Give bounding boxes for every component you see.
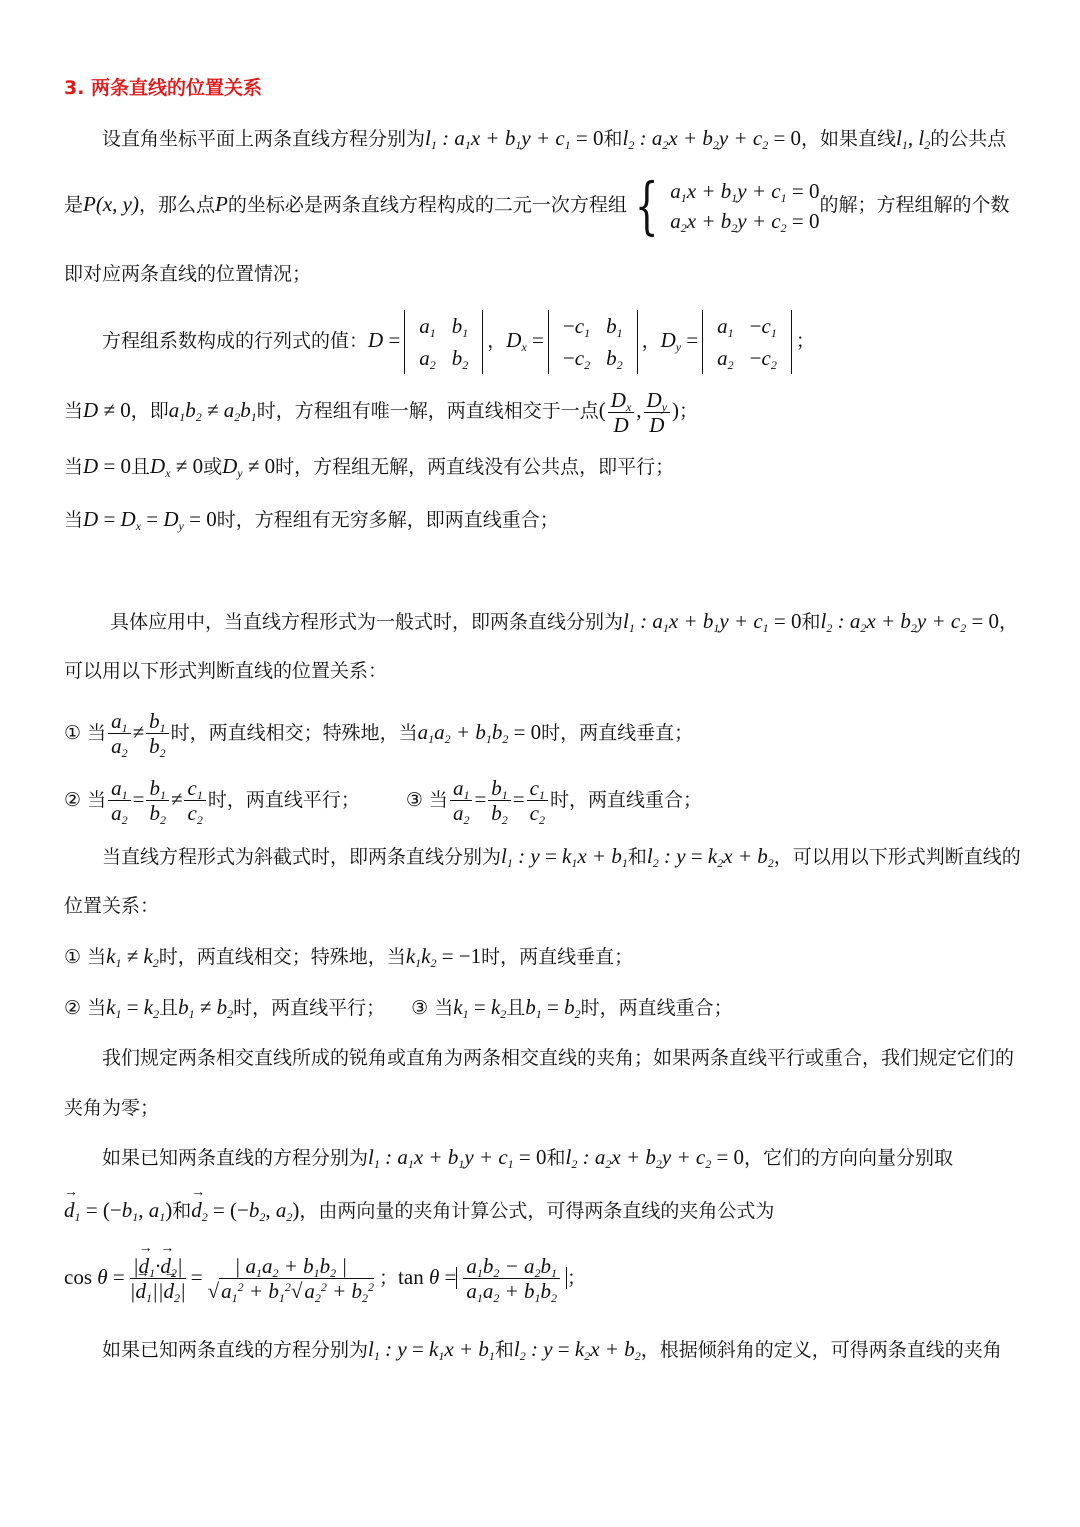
cos-label: cos θ = [64, 1265, 125, 1289]
det-dy-label: $D_y$ = [660, 328, 699, 354]
system-row-2: $a_2x + b_2y + c_2 = 0$ [670, 208, 820, 235]
circled-2: ② [64, 997, 82, 1019]
text: 如果已知两条直线的方程分别为 [102, 1339, 369, 1361]
text: 时，两直线重合； [549, 789, 702, 811]
direction-vector-2: → $d_2 = (-b_2$, $a_2$) [191, 1198, 299, 1222]
text: 时，方程组有唯一解，两直线相交于一点 [256, 400, 599, 422]
determinant-d: $a_1$ $b_1$ $a_2$ $b_2$ [404, 310, 483, 374]
text: 和 [546, 1147, 566, 1169]
text: 方程组系数构成的行列式的值： [102, 330, 369, 352]
paragraph-line-8: 位置关系： [64, 895, 160, 917]
paragraph-line-9: 我们规定两条相交直线所成的锐角或直角为两条相交直线的夹角；如果两条直线平行或重合，我们规定它们的 [102, 1047, 1015, 1069]
determinant-dx: $-c_1$ $b_1$ $-c_2$ $b_2$ [548, 310, 638, 374]
text: 的解；方程组解的个数 [819, 194, 1010, 216]
tan-label: tan θ = [398, 1265, 457, 1289]
paragraph-line-11: 如果已知两条直线的方程分别为$l_1$ : $a_1x + b_1y + c_1 = 0$和$l_2$ : $a_2x + b_2y + c_2 = 0$，它们的方向向量分别取 [102, 1145, 954, 1171]
text: 和 [603, 128, 623, 150]
case-line-3 [64, 505, 559, 534]
paragraph-line-14: 如果已知两条直线的方程分别为$l_1$ : $y = k_1x + b_1$和$l_2$ : $y = k_2x + b_2$，根据倾斜角的定义，可得两条直线的夹角 [102, 1337, 1002, 1363]
text: 当 [87, 789, 107, 811]
math-lines: $l_1$, $l_2$ [896, 126, 931, 152]
math-perp-cond: $a_1a_2 + b_1b_2 = 0$ [417, 720, 542, 746]
end: ； [679, 400, 699, 422]
text: 时，两直线平行； [207, 789, 360, 811]
det-d-label: D = [368, 328, 401, 352]
circled-1: ① [64, 946, 82, 968]
determinant-dy: $a_1$ $-c_1$ $a_2$ $-c_2$ [702, 310, 792, 374]
text: 且 [506, 997, 526, 1019]
line-equation-2: $l_2$ : $a_2x + b_2y + c_2 = 0$ [820, 609, 1000, 635]
frac-a1-a2: $\frac{a_1}{a_2}$ [108, 709, 131, 758]
general-item-1: ① 当 $\frac{a_1}{a_2}$ ≠ $\frac{b_1}{b_2}$ 时，两直线相交；特殊地，当$a_1a_2 + b_1b_2 = 0$时，两直线垂直； [64, 709, 694, 760]
math-d-eq-0: D = 0 [83, 454, 132, 478]
frac-b1-b2: $\frac{b_1}{b_2}$ [146, 709, 169, 758]
determinant-line [102, 308, 815, 374]
sep: ； [379, 1267, 399, 1289]
text: 时，两直线重合； [580, 997, 733, 1019]
math-p: P [215, 192, 228, 216]
slope-equation-1: $l_1$ : $y = k_1x + b_1$ [501, 844, 628, 870]
text: 时，两直线相交；特殊地，当 [158, 946, 406, 968]
section-heading: 3. 两条直线的位置关系 [64, 77, 263, 99]
circled-3: ③ [411, 997, 429, 1019]
slope-equation-2: $l_2$ : $y = k_2x + b_2$ [646, 844, 774, 870]
text: 当 [64, 400, 84, 422]
text: ，那么点 [138, 194, 215, 216]
general-item-2: ② 当 $\frac{a_1}{a_2}$ = $\frac{b_1}{b_2}$ ≠ $\frac{c_1}{c_2}$ 时，两直线平行； ③ 当 $\frac{a_1}{a_2}$ = $\frac{b_1}{b_2}$ = $\frac{c_1}{c_2}$ 时，两直线重合； [64, 776, 702, 827]
end: ， [999, 611, 1019, 633]
text: 当 [428, 789, 448, 811]
text: 和 [494, 1339, 514, 1361]
text: 时，两直线平行； [233, 997, 386, 1019]
text: 且 [131, 456, 151, 478]
text: 或 [203, 456, 223, 478]
cos-frac-vectors: $\frac{|\to d_1\cdot\to d_2|}{|\to d_1||\to d_2|}$ [127, 1254, 189, 1303]
paragraph-line-12 [64, 1196, 774, 1225]
text: 和 [627, 846, 647, 868]
text: 时，方程组有无穷多解，即两直线重合； [216, 509, 559, 531]
brace-glyph: { [634, 168, 659, 242]
slope-item-2: ② 当$k_1 = k_2$且$b_1 \ne b_2$时，两直线平行； ③ 当$k_1 = k_2$且$b_1 = b_2$时，两直线重合； [64, 995, 733, 1021]
cos-frac-coeffs: $\frac{| a_1a_2 + b_1b_2 |}{√a_1^2 + b_1^2√a_2^2 + b_2^2}$ [207, 1254, 375, 1305]
tan-abs [456, 1254, 567, 1305]
paragraph-line-6: 可以用以下形式判断直线的位置关系： [64, 660, 388, 682]
end: ； [795, 330, 815, 352]
equation-system [627, 168, 820, 242]
text: 当直线方程形式为斜截式时，即两条直线分别为 [102, 846, 502, 868]
text: 和 [172, 1200, 192, 1222]
end: ； [567, 1267, 587, 1289]
math-dx-neq-0: $D_x \ne 0$ [150, 454, 204, 480]
text: 当 [87, 946, 107, 968]
paragraph-line-1 [102, 124, 1006, 153]
system-row-1: $a_1x + b_1y + c_1 = 0$ [670, 178, 820, 205]
text: 的坐标必是两条直线方程构成的二元一次方程组 [227, 194, 627, 216]
text: 时，方程组无解，两直线没有公共点，即平行； [275, 456, 675, 478]
text: 当 [64, 456, 84, 478]
text: 且 [159, 997, 179, 1019]
case-line-1 [64, 384, 698, 437]
math-point: P(x, y) [83, 192, 139, 216]
line-equation-2: $l_2$ : $a_2x + b_2y + c_2 = 0$ [622, 126, 802, 152]
paragraph-line-10: 夹角为零； [64, 1097, 160, 1119]
text: ，即 [130, 400, 169, 422]
circled-3: ③ [405, 789, 423, 811]
sep: ， [487, 330, 507, 352]
text: 和 [801, 611, 821, 633]
tan-frac: $\frac{a_1b_2 - a_2b_1}{a_1a_2 + b_1b_2}$ [463, 1254, 560, 1303]
intersection-point: ( $\frac{D_x}{D}$ , $\frac{D_y}{D}$ ) [598, 387, 680, 437]
text: 时，两直线相交；特殊地，当 [170, 722, 418, 744]
math-dy-neq-0: $D_y \ne 0$ [222, 454, 276, 480]
case-line-2 [64, 452, 674, 481]
text: ，它们的方向向量分别取 [744, 1147, 954, 1169]
text: 设直角坐标平面上两条直线方程分别为 [102, 128, 426, 150]
text: ，由两向量的夹角计算公式，可得两条直线的夹角公式为 [299, 1200, 775, 1222]
direction-vector-1: → $d_1 = (-b_1$, $a_1$) [64, 1198, 172, 1222]
line-equation-1: $l_1$ : $a_1x + b_1y + c_1 = 0$ [623, 609, 802, 635]
text: 当 [87, 997, 107, 1019]
angle-formula-line: cos θ = $\frac{|\to d_1\cdot\to d_2|}{|\to d_1||\to d_2|}$ = $\frac{| a_1a_2 + b_1b_2 |}{√a_1^2 + b_1^2√a_2^2 + b_2^2}$ ；tan θ = $\frac{a_1b_2 - a_2b_1}{a_1a_2 + b_1b_2}$ ； [64, 1244, 586, 1311]
text: 当 [434, 997, 454, 1019]
math-cond: $a_1b_2 \ne a_2b_1$ [168, 398, 257, 424]
math-all-zero: $D = D_x = D_y = 0$ [83, 507, 217, 533]
text: 时，两直线垂直； [481, 946, 634, 968]
paragraph-slope-form [102, 842, 1021, 871]
circled-2: ② [64, 789, 82, 811]
line-equation-1: $l_1$ : $a_1x + b_1y + c_1 = 0$ [425, 126, 604, 152]
text: 当 [64, 509, 84, 531]
text: ，根据倾斜角的定义，可得两条直线的夹角 [640, 1339, 1002, 1361]
text: 是 [64, 194, 84, 216]
text: 时，两直线垂直； [541, 722, 694, 744]
slope-item-1: ① 当$k_1 \ne k_2$时，两直线相交；特殊地，当$k_1k_2 = -1$时，两直线垂直； [64, 944, 634, 970]
det-dx-label: $D_x$ = [506, 328, 544, 354]
math-d-neq-0: D ≠ 0 [83, 398, 131, 422]
sep: ， [641, 330, 661, 352]
text: 具体应用中，当直线方程形式为一般式时，即两条直线分别为 [110, 611, 624, 633]
paragraph-line-3: 即对应两条直线的位置情况； [64, 263, 312, 285]
text: 如果已知两条直线的方程分别为 [102, 1147, 369, 1169]
text: 当 [87, 722, 107, 744]
paragraph-general-form [110, 607, 1018, 636]
text: 的公共点 [930, 128, 1007, 150]
text: ，可以用以下形式判断直线的 [773, 846, 1021, 868]
circled-1: ① [64, 722, 82, 744]
paragraph-line-2 [64, 168, 1010, 242]
text: ，如果直线 [801, 128, 897, 150]
